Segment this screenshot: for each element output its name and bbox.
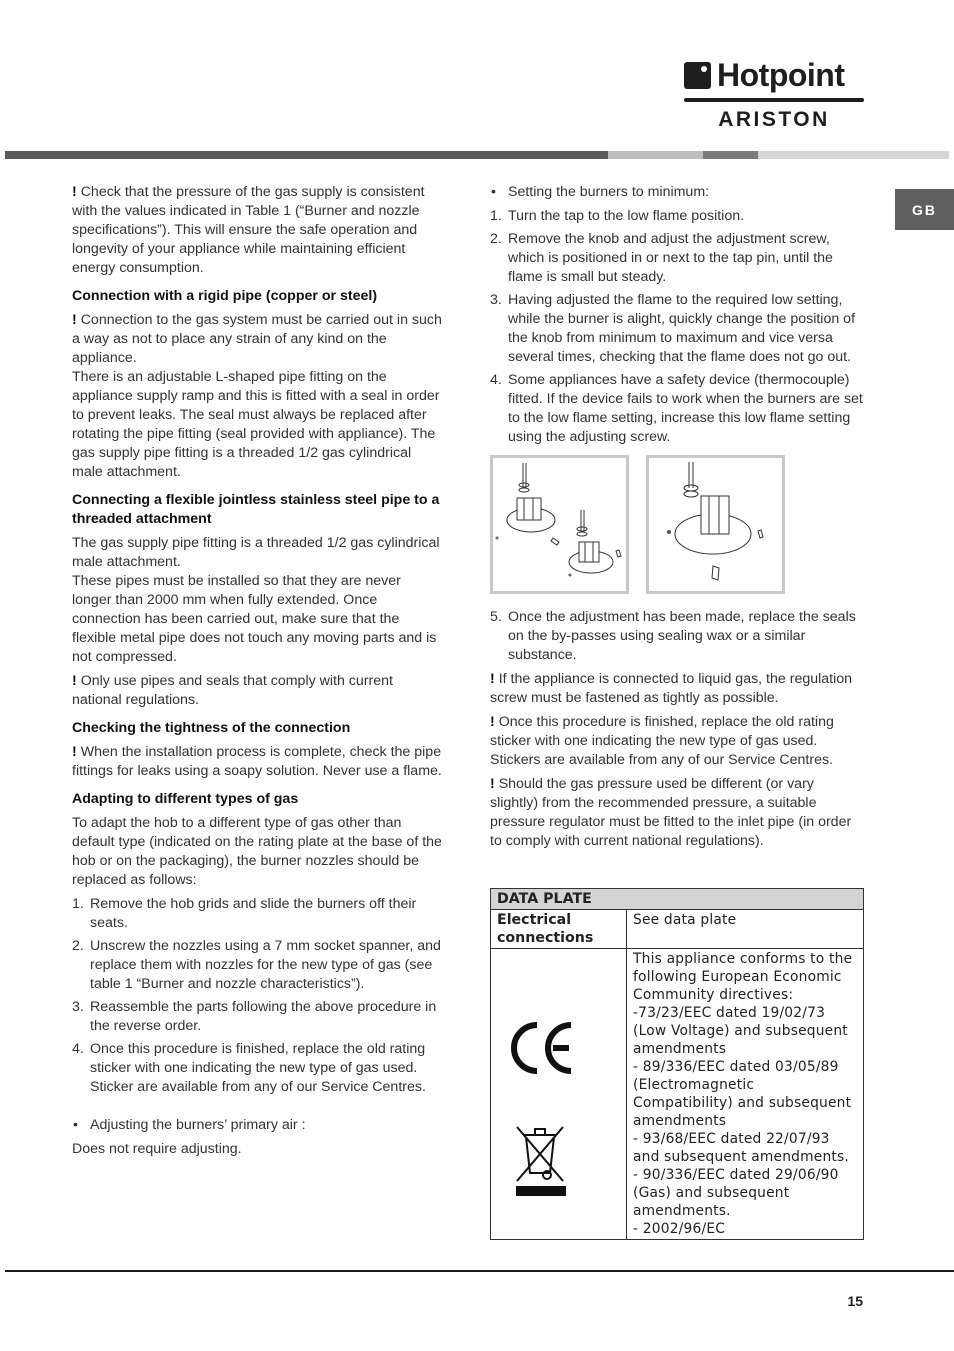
burner-adjustment-illustration-2: [646, 455, 785, 594]
list-item: 4. Once this procedure is finished, replace the old rating sticker with one indicating the new type of gas used. Sticker are available from any of our Service Centres.: [72, 1041, 426, 1095]
bullet-item: • Adjusting the burners’ primary air :: [72, 1116, 444, 1135]
paragraph: ! Once this procedure is finished, replace the old rating sticker with one indicating the new type of gas used. Stickers are available from any of our Service Centres.: [490, 714, 834, 768]
header-band-light: [608, 151, 703, 159]
list-item: 3. Reassemble the parts following the above procedure in the reverse order.: [72, 999, 437, 1034]
ce-mark-icon: [509, 1021, 577, 1075]
paragraph: The gas supply pipe fitting is a threaded 1/2 gas cylindrical male attachment.: [72, 535, 440, 570]
left-column: [72, 183, 444, 1164]
directives-text: This appliance conforms to the following European Economic Community directives: -73/23/EEC dated 19/02/73 (Low Voltage) and subsequent amendments - 89/336/EEC dated 03/05/89 (Electromagnetic Compatibility) and subsequent amendments - 93/68/EEC dated 22/07/93 and subsequent amendments. - 90/336/EEC dated 29/06/90 (Gas) and subsequent amendments. - 2002/96/EC: [627, 949, 864, 1240]
header-band-dark: [5, 151, 608, 159]
footer-divider: [5, 1270, 954, 1272]
brand-logo: [684, 56, 864, 132]
table-row: [491, 910, 864, 949]
list-item: 3. Having adjusted the flame to the required low setting, while the burner is alight, quickly change the position of the knob from minimum to maximum and vice versa several times, checking that the flame does not go out.: [490, 292, 856, 365]
warning-mark: !: [72, 184, 77, 200]
paragraph: ! When the installation process is complete, check the pipe fittings for leaks using a soapy solution. Never use a flame.: [72, 744, 442, 779]
paragraph: ! Should the gas pressure used be different (or vary slightly) from the recommended pressure, a suitable pressure regulator must be fitted to the inlet pipe (in order to comply with current national regulations).: [490, 776, 852, 849]
illustrations: [490, 455, 864, 594]
paragraph: Does not require adjusting.: [72, 1141, 242, 1157]
section-heading: Connection with a rigid pipe (copper or steel): [72, 288, 378, 304]
compliance-marks-cell: [491, 949, 627, 1240]
brand-subname: ARISTON: [718, 108, 830, 131]
weee-bin-icon: [513, 1123, 569, 1197]
paragraph: To adapt the hob to a different type of gas other than default type (indicated on the rating plate at the base of the hob or on the packaging), the burner nozzles should be replaced as follows:: [72, 815, 442, 888]
warning-mark: !: [490, 671, 495, 687]
data-plate-table: [490, 888, 864, 1240]
paragraph: ! Check that the pressure of the gas supply is consistent with the values indicated in Table 1 (“Burner and nozzle specifications”). This will ensure the safe operation and longevity of your appliance while maintaining efficient energy consumption.: [72, 184, 425, 276]
page-number: 15: [847, 1293, 863, 1309]
burner-adjustment-illustration-1: [490, 455, 629, 594]
table-title: DATA PLATE: [491, 889, 864, 910]
list-item: 2. Remove the knob and adjust the adjustment screw, which is positioned in or next to the tap pin, until the flame is small but steady.: [490, 231, 833, 285]
bullet-item: • Setting the burners to minimum:: [490, 183, 864, 202]
table-header-row: [491, 889, 864, 910]
header-band-pale: [758, 151, 949, 159]
language-tab: GB: [895, 189, 954, 230]
list-item: 1. Remove the hob grids and slide the burners off their seats.: [72, 896, 417, 931]
section-heading: Adapting to different types of gas: [72, 791, 299, 807]
electrical-value: See data plate: [627, 910, 864, 949]
paragraph: These pipes must be installed so that they are never longer than 2000 mm when fully extended. Once connection has been carried out, make sure that the flexible metal pipe does not touch any moving parts and is not compressed.: [72, 573, 437, 665]
list-item: 1. Turn the tap to the low flame position.: [490, 208, 745, 224]
paragraph: ! Only use pipes and seals that comply with current national regulations.: [72, 673, 393, 708]
paragraph: There is an adjustable L-shaped pipe fitting on the appliance supply ramp and this is fitted with a seal in order to prevent leaks. The seal must always be replaced after rotating the pipe fitting (seal provided with appliance). The gas supply pipe fitting is a threaded 1/2 gas cylindrical male attachment.: [72, 369, 440, 480]
warning-mark: !: [72, 673, 77, 689]
logo-divider: [684, 98, 864, 102]
section-heading: Checking the tightness of the connection: [72, 720, 351, 736]
list-item: 2. Unscrew the nozzles using a 7 mm socket spanner, and replace them with nozzles for the new type of gas (see table 1 “Burner and nozzle characteristics”).: [72, 938, 441, 992]
numbered-list: [490, 207, 864, 447]
right-column: [490, 183, 864, 856]
electrical-label: Electrical connections: [491, 910, 627, 949]
warning-mark: !: [72, 312, 77, 328]
table-row: [491, 949, 864, 1240]
numbered-list: [72, 895, 444, 1097]
warning-mark: !: [490, 776, 495, 792]
list-item: 5. Once the adjustment has been made, replace the seals on the by-passes using sealing wax or a similar substance.: [490, 609, 856, 663]
hotpoint-logo-icon: [684, 62, 711, 89]
warning-mark: !: [72, 744, 77, 760]
numbered-list: [490, 608, 864, 665]
paragraph: ! If the appliance is connected to liquid gas, the regulation screw must be fastened as tightly as possible.: [490, 671, 853, 706]
paragraph: ! Connection to the gas system must be carried out in such a way as not to place any strain of any kind on the appliance.: [72, 312, 442, 366]
list-item: 4. Some appliances have a safety device (thermocouple) fitted. If the device fails to work when the burners are set to the low flame setting, increase this low flame setting using the adjusting screw.: [490, 372, 863, 445]
header-band-mid: [703, 151, 758, 159]
section-heading: Connecting a flexible jointless stainless steel pipe to a threaded attachment: [72, 492, 440, 527]
warning-mark: !: [490, 714, 495, 730]
brand-name: Hotpoint: [717, 57, 845, 93]
